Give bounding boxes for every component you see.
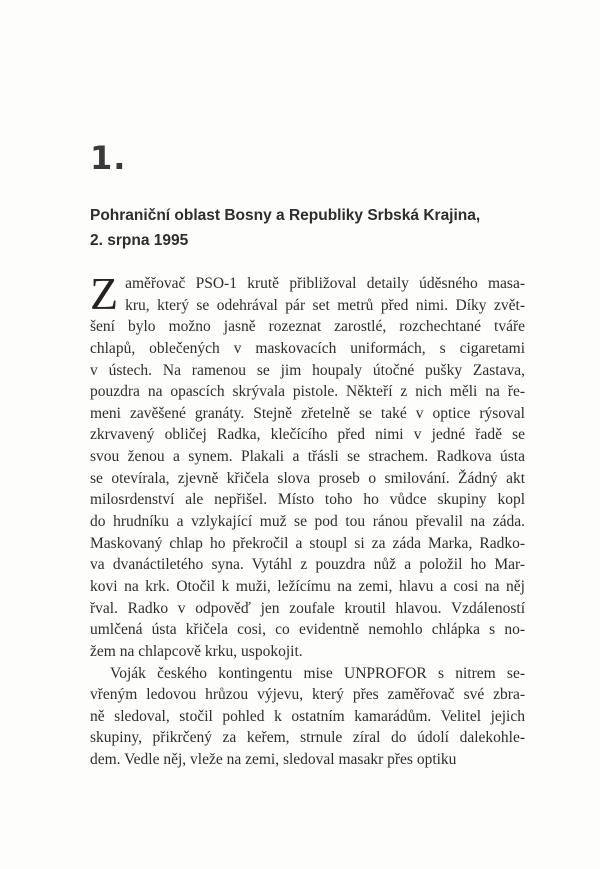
text-line: milosrdenství ale nepřišel. Místo toho ho vůdce skupiny kopl: [90, 491, 525, 509]
text-line: chlapů, oblečených v maskovacích uniformách, s cigaretami: [90, 339, 525, 357]
chapter-subtitle: [90, 203, 530, 253]
dropcap-letter: Z: [90, 268, 119, 319]
chapter-subtitle-line-2: 2. srpna 1995: [90, 232, 189, 249]
text-line: dem. Vedle něj, vleže na zemi, sledoval masakr přes optiku: [90, 751, 457, 769]
body-text: [90, 268, 525, 771]
chapter-subtitle-line-1: Pohraniční oblast Bosny a Republiky Srbská Krajina,: [90, 207, 481, 224]
text-line: meni zavěšené granáty. Stejně zřetelně se také v optice rýsoval: [90, 404, 525, 422]
text-line: kovi na krk. Otočil k muži, ležícímu na zemi, hlavu a cosi na něj: [90, 577, 525, 595]
text-line: Voják českého kontingentu mise UNPROFOR s nitrem se-: [110, 664, 525, 682]
text-line: umlčená ústa křičela cosi, co evidentně nemohlo chlápka s no-: [90, 621, 525, 639]
chapter-number: 1.: [90, 139, 127, 177]
text-line: vřeným ledovou hrůzou výjevu, který přes zaměřovač své zbra-: [90, 686, 525, 704]
text-line: aměřovač PSO-1 krutě přibližoval detaily úděsného masa-: [125, 275, 525, 292]
text-line: žem na chlapcově krku, uspokojit.: [90, 642, 303, 660]
text-line: skupiny, přikrčený za keřem, strnule zíral do údolí dalekohle-: [90, 729, 525, 747]
text-line: Maskovaný chlap ho překročil a stoupl si za záda Marka, Radko-: [90, 534, 525, 552]
text-line: pouzdra na opascích skrývala pistole. Někteří z nich měli na ře-: [90, 383, 525, 401]
text-line: řval. Radko v odpověď jen zoufale kroutil hlavou. Vzdáleností: [90, 599, 525, 617]
text-line: svou ženou a synem. Plakali a třásli se strachem. Radkova ústa: [90, 448, 525, 466]
text-line: zkrvavený obličej Radka, klečícího před nimi v jedné řadě se: [90, 426, 525, 444]
text-line: va dvanáctiletého syna. Vytáhl z pouzdra nůž a položil ho Mar-: [90, 556, 525, 574]
text-line: do hrudníku a vzlykající muž se pod tou ránou převalil na záda.: [90, 513, 525, 531]
text-line: šení bylo možno jasně rozeznat zarostlé, rozchechtané tváře: [90, 318, 525, 336]
paragraph: [90, 663, 525, 771]
paragraph: [90, 268, 525, 663]
text-line: kru, který se odehrával pár set metrů před nimi. Díky zvět-: [125, 296, 525, 314]
text-line: v ústech. Na ramenou se jim houpaly útočné pušky Zastava,: [90, 361, 525, 379]
text-line: ně sledoval, stočil pohled k ostatním kamarádům. Velitel jejich: [90, 707, 525, 725]
text-line: se otevírala, zjevně křičela slova proseb o smilování. Žádný akt: [90, 469, 525, 487]
